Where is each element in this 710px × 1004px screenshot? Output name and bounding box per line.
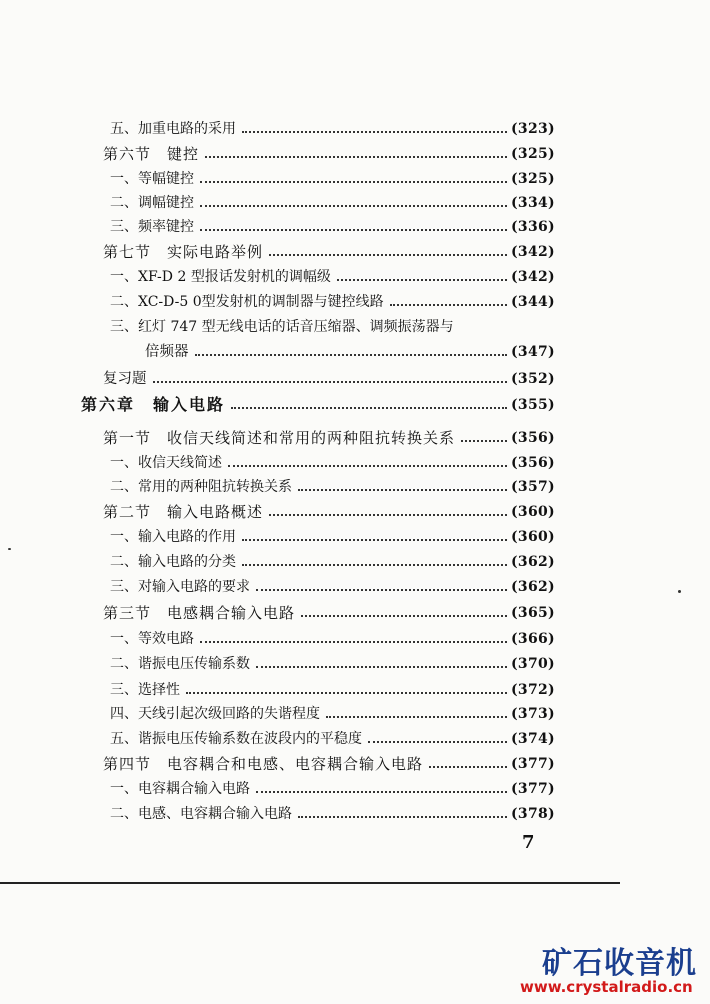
toc-entry bbox=[0, 600, 710, 626]
toc-entry bbox=[0, 776, 710, 802]
toc-entry-page: (377) bbox=[511, 781, 555, 797]
toc-dot-leader bbox=[269, 514, 507, 516]
toc-entry-label: 二、电感、电容耦合输入电路 bbox=[110, 806, 292, 822]
toc-dot-leader bbox=[390, 304, 507, 306]
toc-entry bbox=[0, 366, 710, 392]
toc-entry-page: (377) bbox=[511, 756, 555, 772]
toc-entry-label: 一、XF-D 2 型报话发射机的调幅级 bbox=[110, 269, 331, 285]
toc-entry-page: (325) bbox=[511, 171, 555, 187]
toc-entry-label: 三、选择性 bbox=[110, 682, 180, 698]
toc-entry-page: (334) bbox=[511, 195, 555, 211]
toc-dot-leader bbox=[256, 589, 507, 591]
toc-entry-page: (323) bbox=[511, 121, 555, 137]
toc-entry-label: 一、收信天线简述 bbox=[110, 455, 222, 471]
toc-dot-leader bbox=[231, 407, 507, 409]
toc-dot-leader bbox=[337, 279, 507, 281]
toc-entry-label: 一、等幅键控 bbox=[110, 171, 194, 187]
toc-entry-page: (347) bbox=[511, 344, 555, 360]
toc-dot-leader bbox=[153, 381, 507, 383]
toc-entry bbox=[0, 499, 710, 525]
toc-entry bbox=[0, 116, 710, 142]
toc-entry bbox=[0, 751, 710, 777]
toc-entry-page: (357) bbox=[511, 479, 555, 495]
toc-entry-label: 复习题 bbox=[103, 371, 147, 387]
toc-dot-leader bbox=[186, 692, 507, 694]
toc-entry bbox=[0, 239, 710, 265]
scan-speck bbox=[678, 590, 681, 593]
toc-entry-label: 三、频率键控 bbox=[110, 219, 194, 235]
toc-entry-label: 第二节 输入电路概述 bbox=[103, 503, 264, 521]
toc-entry-label: 第六节 键控 bbox=[103, 145, 200, 163]
toc-dot-leader bbox=[269, 254, 507, 256]
toc-dot-leader bbox=[256, 666, 507, 668]
toc-entry bbox=[0, 524, 710, 550]
toc-entry bbox=[0, 626, 710, 652]
toc-dot-leader bbox=[205, 156, 507, 158]
toc-entry-page: (355) bbox=[511, 397, 555, 413]
toc-entry bbox=[0, 264, 710, 290]
toc-entry-label: 第四节 电容耦合和电感、电容耦合输入电路 bbox=[103, 755, 424, 773]
toc-entry-label: 第一节 收信天线简述和常用的两种阻抗转换关系 bbox=[103, 429, 456, 447]
toc-dot-leader bbox=[200, 181, 507, 183]
toc-entry-page: (365) bbox=[511, 605, 555, 621]
toc-entry-label: 二、调幅键控 bbox=[110, 195, 194, 211]
toc-entry bbox=[0, 166, 710, 192]
toc-entry bbox=[0, 651, 710, 677]
toc-entry-label: 二、XC-D-5 0型发射机的调制器与键控线路 bbox=[110, 294, 384, 310]
toc-dot-leader bbox=[326, 716, 507, 718]
toc-entry bbox=[0, 549, 710, 575]
toc-entry-label: 一、输入电路的作用 bbox=[110, 529, 236, 545]
toc-entry-page: (342) bbox=[511, 244, 555, 260]
toc-entry bbox=[0, 574, 710, 600]
toc-entry-label: 二、常用的两种阻抗转换关系 bbox=[110, 479, 292, 495]
watermark-title: 矿石收音机 bbox=[542, 946, 697, 981]
toc-entry bbox=[0, 314, 710, 340]
toc-entry-label: 五、加重电路的采用 bbox=[110, 121, 236, 137]
toc-dot-leader bbox=[228, 465, 507, 467]
toc-entry bbox=[0, 339, 710, 365]
toc-dot-leader bbox=[368, 741, 507, 743]
toc-dot-leader bbox=[298, 816, 507, 818]
toc-entry-page: (370) bbox=[511, 656, 555, 672]
toc-dot-leader bbox=[242, 131, 507, 133]
toc-dot-leader bbox=[429, 766, 507, 768]
toc-entry bbox=[0, 392, 710, 418]
scan-speck bbox=[8, 548, 11, 550]
toc-dot-leader bbox=[301, 615, 507, 617]
bottom-rule bbox=[0, 882, 620, 884]
toc-entry-page: (336) bbox=[511, 219, 555, 235]
toc-entry bbox=[0, 474, 710, 500]
toc-entry bbox=[0, 801, 710, 827]
toc-entry-page: (362) bbox=[511, 554, 555, 570]
toc-entry-page: (356) bbox=[511, 430, 555, 446]
toc-dot-leader bbox=[298, 489, 507, 491]
toc-entry-page: (362) bbox=[511, 579, 555, 595]
toc-entry bbox=[0, 450, 710, 476]
toc-entry-label: 第六章 输入电路 bbox=[81, 395, 226, 414]
toc-entry-label: 一、等效电路 bbox=[110, 631, 194, 647]
toc-entry-label: 一、电容耦合输入电路 bbox=[110, 781, 250, 797]
toc-entry-page: (374) bbox=[511, 731, 555, 747]
toc-entry bbox=[0, 190, 710, 216]
toc-entry-page: (325) bbox=[511, 146, 555, 162]
page-number: 7 bbox=[522, 832, 535, 853]
site-watermark bbox=[520, 938, 700, 998]
toc-entry-page: (352) bbox=[511, 371, 555, 387]
toc-entry-label: 第七节 实际电路举例 bbox=[103, 243, 264, 261]
toc-entry-page: (344) bbox=[511, 294, 555, 310]
toc-entry bbox=[0, 726, 710, 752]
toc-dot-leader bbox=[242, 564, 507, 566]
toc-entry-page: (360) bbox=[511, 529, 555, 545]
toc-dot-leader bbox=[195, 354, 507, 356]
toc-entry-page: (366) bbox=[511, 631, 555, 647]
toc-dot-leader bbox=[242, 539, 507, 541]
toc-entry-page: (372) bbox=[511, 682, 555, 698]
toc-dot-leader bbox=[256, 791, 507, 793]
toc-entry-label: 五、谐振电压传输系数在波段内的平稳度 bbox=[110, 731, 362, 747]
toc-entry-page: (360) bbox=[511, 504, 555, 520]
toc-entry bbox=[0, 141, 710, 167]
toc-entry-page: (342) bbox=[511, 269, 555, 285]
watermark-url: www.crystalradio.cn bbox=[520, 978, 693, 996]
toc-dot-leader bbox=[200, 205, 507, 207]
toc-entry bbox=[0, 677, 710, 703]
toc-entry-label: 第三节 电感耦合输入电路 bbox=[103, 604, 296, 622]
toc-entry-page: (378) bbox=[511, 806, 555, 822]
toc-entry-label: 二、谐振电压传输系数 bbox=[110, 656, 250, 672]
toc-entry-label: 倍频器 bbox=[145, 344, 189, 360]
toc-entry bbox=[0, 701, 710, 727]
toc-entry-label: 二、输入电路的分类 bbox=[110, 554, 236, 570]
toc-entry-page: (373) bbox=[511, 706, 555, 722]
toc-entry-label: 三、红灯 747 型无线电话的话音压缩器、调频振荡器与 bbox=[110, 319, 454, 335]
toc-dot-leader bbox=[200, 641, 507, 643]
toc-entry bbox=[0, 425, 710, 451]
toc-entry-label: 三、对输入电路的要求 bbox=[110, 579, 250, 595]
toc-dot-leader bbox=[461, 440, 507, 442]
toc-entry bbox=[0, 289, 710, 315]
toc-entry-page: (356) bbox=[511, 455, 555, 471]
toc-entry-label: 四、天线引起次级回路的失谐程度 bbox=[110, 706, 320, 722]
toc-dot-leader bbox=[200, 229, 507, 231]
toc-entry bbox=[0, 214, 710, 240]
